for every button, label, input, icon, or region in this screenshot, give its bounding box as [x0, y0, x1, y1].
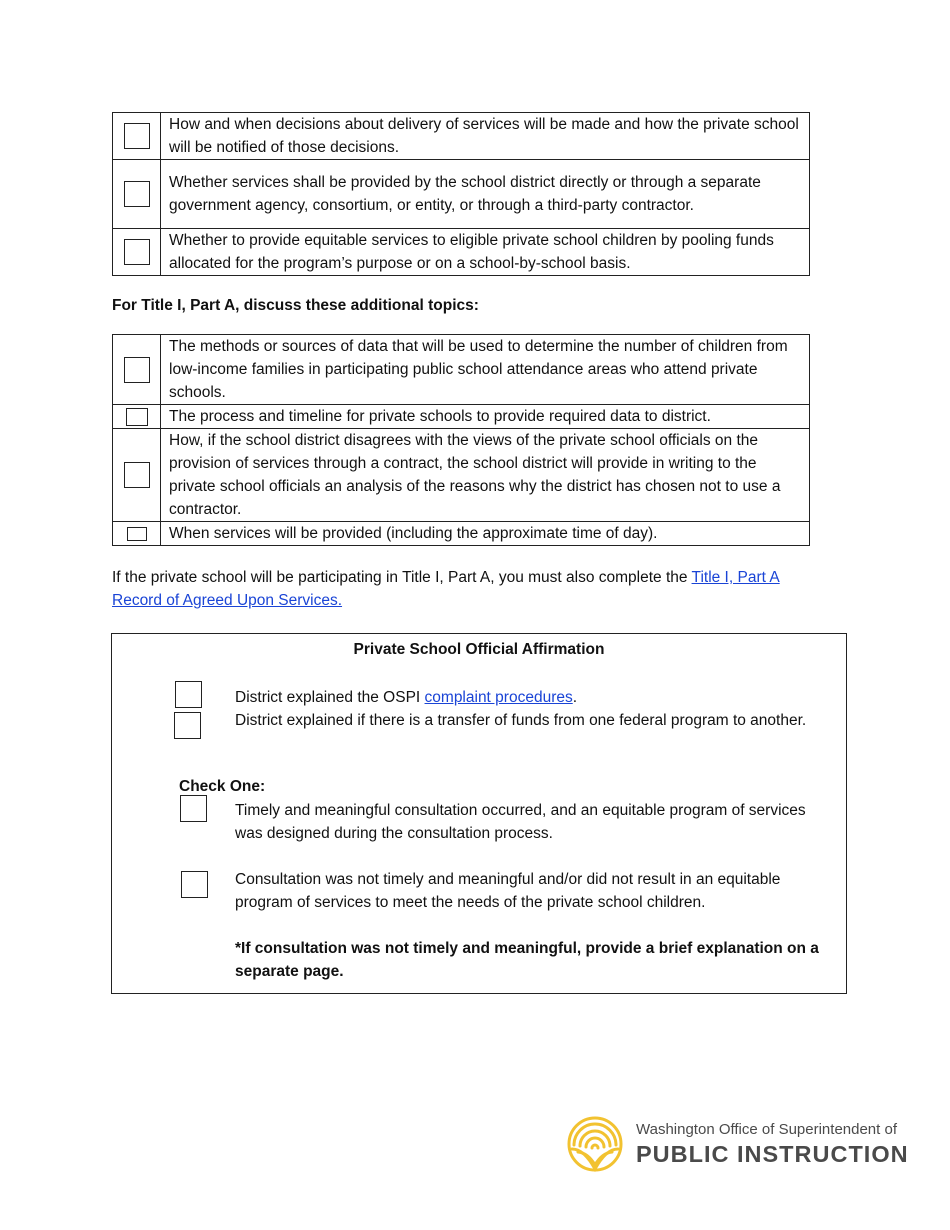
checkbox[interactable]: [124, 181, 150, 207]
logo-line1: Washington Office of Superintendent of: [636, 1121, 897, 1138]
table-row: [113, 405, 810, 429]
table-row: [113, 429, 810, 522]
row-text: The methods or sources of data that will be used to determine the number of children from low-income families in participating public school attendance areas who attend private schools.: [161, 335, 810, 405]
item-punct: .: [572, 689, 578, 706]
option-not-timely: Consultation was not timely and meaningful and/or did not result in an equitable program of services to meet the needs of the private school children.: [235, 871, 781, 911]
affirm-item-complaint: [235, 686, 825, 709]
checkbox[interactable]: [127, 527, 147, 541]
affirmation-title: Private School Official Affirmation: [353, 641, 605, 658]
row-text: How, if the school district disagrees with the views of the private school officials on the provision of services through a contract, the school district will provide in writing to the private school officials an analysis of the reasons why the district has chosen not to use a contractor.: [161, 429, 810, 522]
check-one-label: Check One:: [179, 778, 266, 795]
table-row: [113, 113, 810, 160]
row-text: Whether to provide equitable services to eligible private school children by pooling funds allocated for the program’s purpose or on a school-by-school basis.: [161, 229, 810, 276]
option-timely: Timely and meaningful consultation occurred, and an equitable program of services was designed during the consultation process.: [235, 802, 806, 842]
checkbox[interactable]: [124, 462, 150, 488]
row-text: Whether services shall be provided by the school district directly or through a separate government agency, consortium, or entity, or through a third-party contractor.: [161, 160, 810, 229]
item-text: District explained the OSPI: [235, 689, 425, 706]
row-text: The process and timeline for private schools to provide required data to district.: [161, 405, 810, 429]
checkbox-complaint-procedures[interactable]: [175, 681, 202, 708]
checkbox[interactable]: [126, 408, 148, 426]
complaint-procedures-link[interactable]: complaint procedures: [424, 689, 573, 706]
title1-heading: For Title I, Part A, discuss these additional topics:: [112, 297, 479, 314]
ospi-logo: [566, 1115, 909, 1175]
title1-topics-table: [112, 334, 810, 546]
table-row: [113, 229, 810, 276]
checkbox[interactable]: [124, 123, 150, 149]
row-text: How and when decisions about delivery of services will be made and how the private school will be notified of those decisions.: [161, 113, 810, 160]
participation-text: If the private school will be participating in Title I, Part A, you must also complete the: [112, 569, 692, 586]
services-decisions-table: [112, 112, 810, 276]
checkbox-transfer-funds[interactable]: [174, 712, 201, 739]
checkbox-timely[interactable]: [180, 795, 207, 822]
explanation-note: *If consultation was not timely and meaningful, provide a brief explanation on a separate page.: [235, 940, 819, 980]
row-text: When services will be provided (including the approximate time of day).: [161, 522, 810, 546]
checkbox[interactable]: [124, 239, 150, 265]
checkbox[interactable]: [124, 357, 150, 383]
participation-paragraph: [112, 566, 822, 612]
affirmation-box: [111, 633, 847, 994]
ospi-emblem-icon: [566, 1115, 624, 1173]
table-row: [113, 160, 810, 229]
checkbox-not-timely[interactable]: [181, 871, 208, 898]
logo-line2: PUBLIC INSTRUCTION: [636, 1141, 909, 1167]
table-row: [113, 522, 810, 546]
record-of-services-link[interactable]: Title I, Part A Record of Agreed Upon Services.: [112, 569, 780, 609]
table-row: [113, 335, 810, 405]
affirm-item-transfer: District explained if there is a transfer of funds from one federal program to another.: [235, 712, 807, 729]
